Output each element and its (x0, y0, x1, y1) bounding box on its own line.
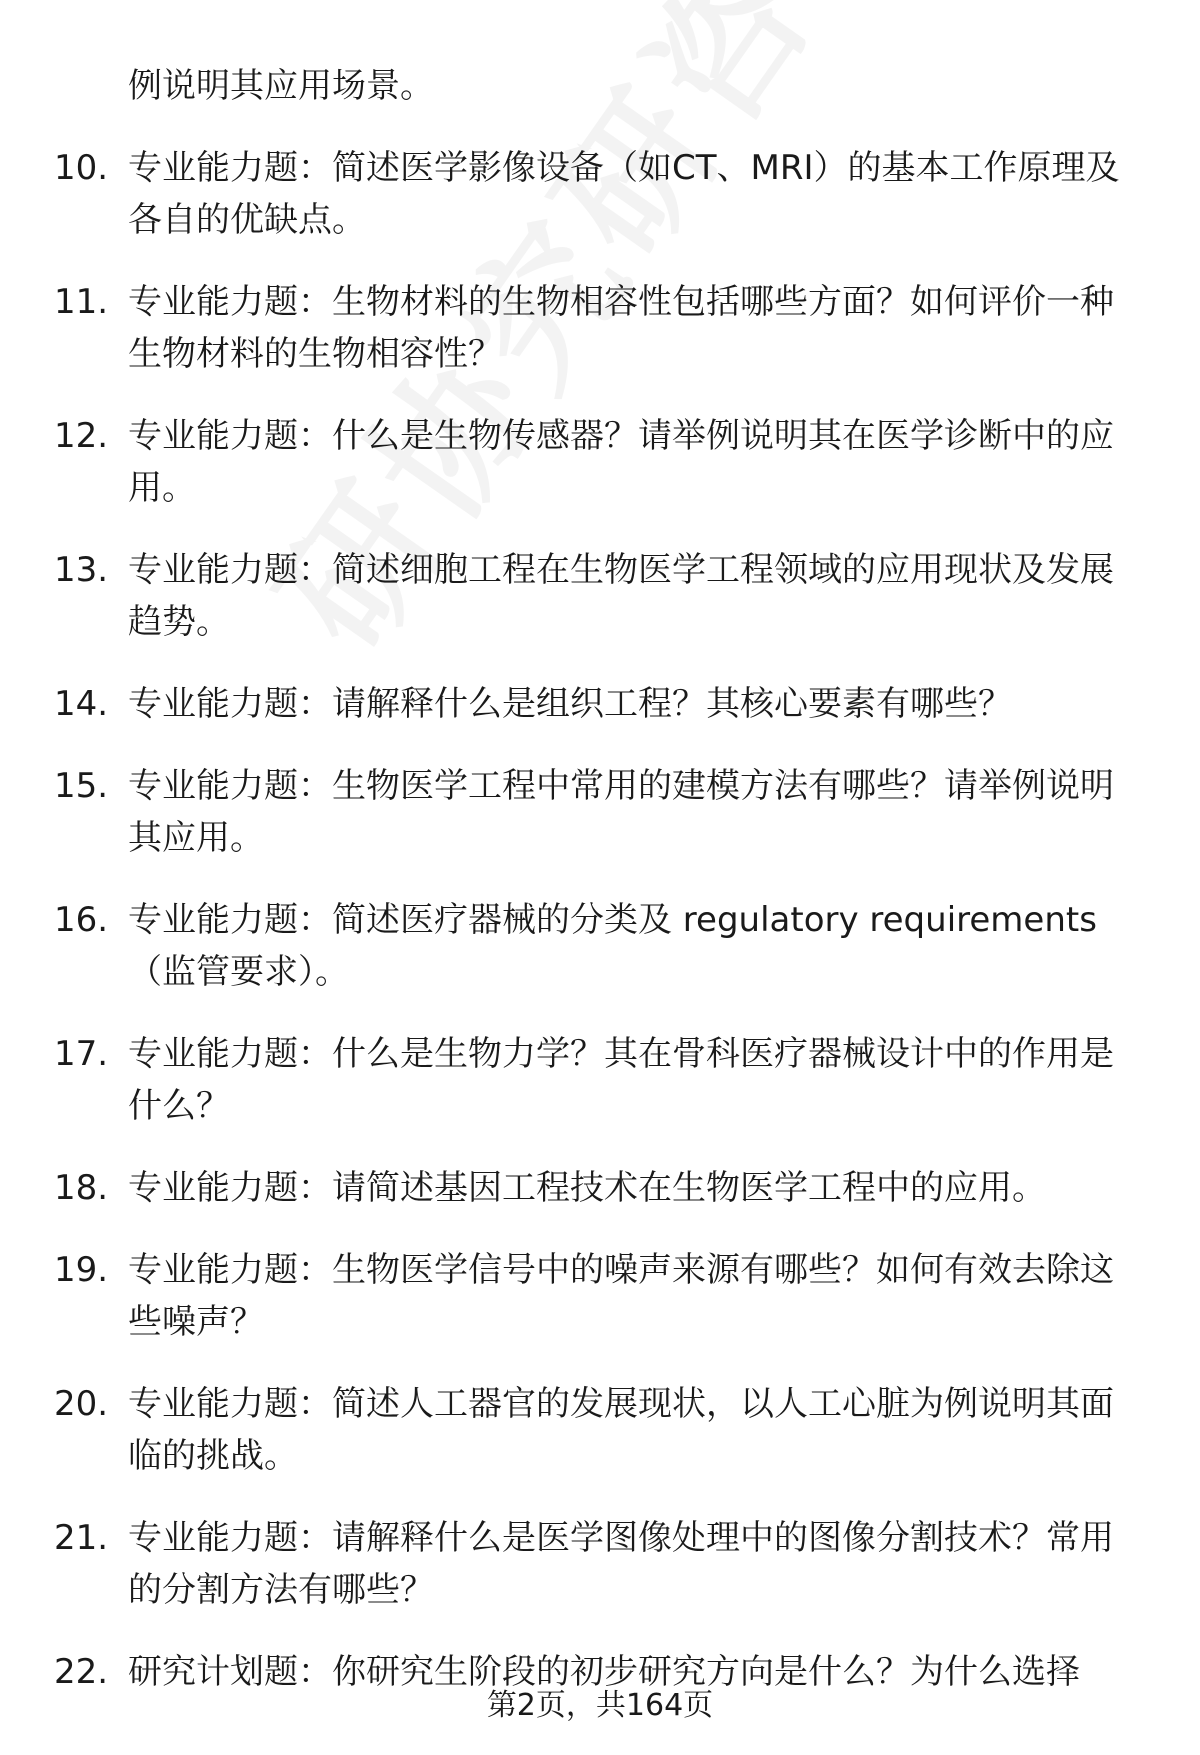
question-text: 专业能力题：什么是生物传感器？请举例说明其在医学诊断中的应用。 (128, 416, 1114, 508)
page-footer: 第2页，共164页 (486, 1688, 714, 1723)
question-text: 专业能力题：生物医学工程中常用的建模方法有哪些？请举例说明其应用。 (128, 766, 1114, 858)
question-number: 21. (54, 1518, 109, 1558)
question-item (0, 1512, 1200, 1616)
question-item (0, 894, 1200, 998)
question-item (0, 760, 1200, 864)
question-text: 专业能力题：请解释什么是医学图像处理中的图像分割技术？常用的分割方法有哪些？ (128, 1518, 1114, 1610)
question-text: 专业能力题：什么是生物力学？其在骨科医疗器械设计中的作用是什么？ (128, 1034, 1114, 1126)
question-number: 17. (54, 1034, 109, 1074)
question-text: 专业能力题：生物医学信号中的噪声来源有哪些？如何有效去除这些噪声？ (128, 1250, 1114, 1342)
question-item (0, 142, 1200, 246)
question-number: 14. (54, 684, 109, 724)
question-number: 15. (54, 766, 109, 806)
question-list (0, 60, 1200, 1728)
question-text: 专业能力题：简述医疗器械的分类及 regulatory requirements（监管要求）。 (128, 900, 1097, 992)
question-text: 专业能力题：生物材料的生物相容性包括哪些方面？如何评价一种生物材料的生物相容性？ (128, 282, 1114, 374)
question-number: 20. (54, 1384, 109, 1424)
question-number: 10. (54, 148, 109, 188)
question-item (0, 1244, 1200, 1348)
question-number: 13. (54, 550, 109, 590)
question-number: 11. (54, 282, 109, 322)
question-item (0, 1028, 1200, 1132)
question-item (0, 1378, 1200, 1482)
question-text: 专业能力题：请简述基因工程技术在生物医学工程中的应用。 (128, 1168, 1046, 1208)
question-item (0, 276, 1200, 380)
question-number: 19. (54, 1250, 109, 1290)
question-number: 12. (54, 416, 109, 456)
question-number: 22. (54, 1652, 109, 1692)
question-text: 研究计划题：你研究生阶段的初步研究方向是什么？为什么选择 (128, 1652, 1080, 1692)
question-item (0, 544, 1200, 648)
question-item (0, 1162, 1200, 1214)
question-number: 18. (54, 1168, 109, 1208)
question-text: 专业能力题：简述医学影像设备（如CT、MRI）的基本工作原理及各自的优缺点。 (128, 148, 1120, 240)
question-item (0, 410, 1200, 514)
question-text: 专业能力题：请解释什么是组织工程？其核心要素有哪些？ (128, 684, 1012, 724)
continuation-text: 例说明其应用场景。 (128, 66, 434, 106)
question-number: 16. (54, 900, 109, 940)
question-item (0, 678, 1200, 730)
question-text: 专业能力题：简述细胞工程在生物医学工程领域的应用现状及发展趋势。 (128, 550, 1114, 642)
question-text: 专业能力题：简述人工器官的发展现状，以人工心脏为例说明其面临的挑战。 (128, 1384, 1114, 1476)
